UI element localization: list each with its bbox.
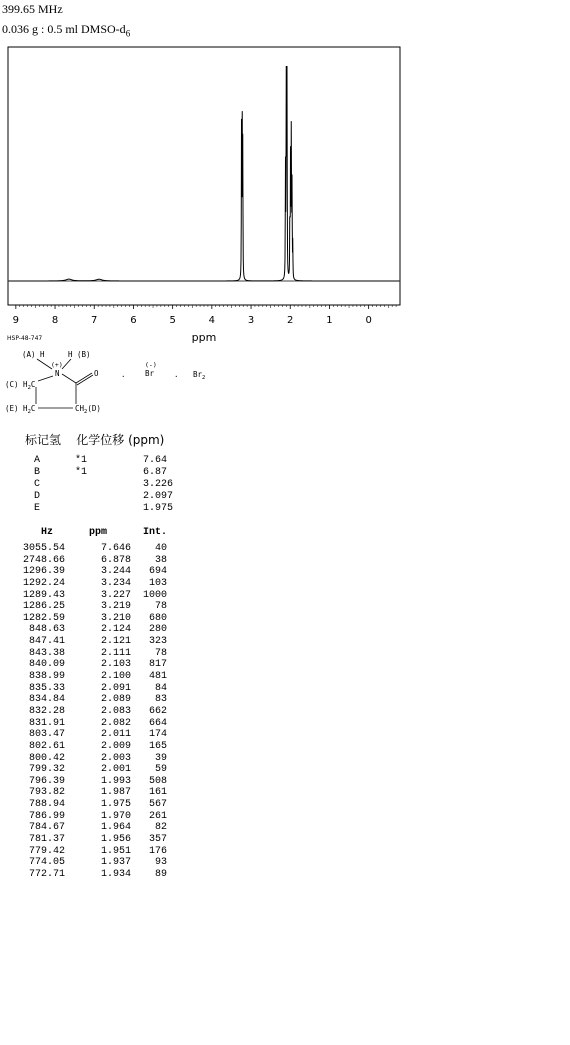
assignment-label: B	[34, 467, 41, 478]
peak-int: 508	[148, 775, 167, 787]
c-tail: C	[30, 380, 36, 389]
sample-text: 0.036 g : 0.5 ml DMSO-d	[2, 22, 126, 36]
peak-ppm: 1.964	[100, 822, 131, 834]
peak-int: 1000	[142, 589, 167, 601]
assignment-shift: 2.097	[143, 491, 174, 502]
peak-int: 481	[148, 671, 167, 683]
assignment-shift: 1.975	[143, 503, 174, 514]
peak-int: 84	[154, 682, 167, 694]
label-br2	[193, 370, 205, 381]
peak-ppm: 7.646	[100, 543, 131, 554]
peak-hz: 802.61	[28, 740, 65, 752]
x-tick-label: 9	[12, 315, 20, 326]
peak-int: 680	[148, 612, 167, 624]
label-hb: H (B)	[68, 350, 91, 359]
peak-ppm: 3.244	[100, 566, 131, 578]
nmr-spectrum	[0, 0, 570, 345]
peak-int: 357	[148, 834, 167, 846]
peak-int: 78	[154, 601, 167, 613]
label-dot2: .	[174, 370, 179, 379]
peak-hz: 838.99	[28, 671, 65, 683]
peak-ppm: 2.121	[100, 636, 131, 648]
x-tick-label: 0	[365, 315, 372, 326]
peak-int: 323	[148, 636, 167, 648]
peak-int: 89	[154, 868, 167, 880]
peak-int: 174	[148, 729, 167, 741]
peak-int: 817	[148, 659, 167, 671]
peak-int: 40	[154, 543, 167, 554]
x-tick-label: 8	[51, 315, 59, 326]
x-axis-tick-labels	[13, 315, 372, 326]
peak-ppm: 2.091	[100, 682, 131, 694]
peak-hz: 779.42	[28, 845, 65, 857]
structure-bonds	[36, 359, 93, 408]
peak-int: 38	[154, 554, 167, 566]
peak-hz: 786.99	[28, 810, 65, 822]
peak-hz: 832.28	[28, 705, 65, 717]
x-tick-label: 5	[169, 315, 176, 326]
header-hz: Hz	[41, 527, 54, 538]
peak-int: 103	[148, 577, 167, 589]
compound-code: HSP-48-747	[7, 335, 43, 342]
label-n: N	[55, 369, 60, 378]
assignment-row	[25, 479, 174, 491]
peak-int: 176	[148, 845, 167, 857]
peak-int: 93	[154, 857, 167, 869]
peak-hz: 843.38	[28, 647, 65, 659]
peak-hz: 1292.24	[22, 577, 65, 589]
header-int: Int.	[143, 527, 168, 538]
peak-int: 664	[148, 717, 167, 729]
assignment-row	[25, 503, 174, 515]
peak-int: 82	[154, 822, 167, 834]
peak-hz: 847.41	[28, 636, 65, 648]
peak-ppm: 1.970	[100, 810, 131, 822]
peak-hz: 1286.25	[22, 601, 65, 613]
label-o: O	[94, 369, 99, 378]
peak-hz: 834.84	[28, 694, 65, 706]
peak-ppm: 2.103	[100, 659, 131, 671]
peak-ppm: 2.001	[100, 764, 131, 776]
peak-hz: 3055.54	[22, 543, 65, 554]
x-tick-label: 1	[326, 315, 333, 326]
peak-int: 165	[148, 740, 167, 752]
label-d	[75, 404, 101, 415]
peak-hz: 800.42	[28, 752, 65, 764]
label-ha: (A) H	[22, 350, 45, 359]
peak-ppm: 1.956	[100, 834, 131, 846]
peak-ppm: 2.100	[100, 671, 131, 683]
e-tail: C	[30, 404, 36, 413]
peak-hz: 835.33	[28, 682, 65, 694]
assignment-note: *1	[75, 455, 88, 466]
peak-int: 78	[154, 647, 167, 659]
peak-ppm: 2.111	[100, 647, 131, 659]
peak-int: 280	[148, 624, 167, 636]
peak-ppm: 1.987	[100, 787, 131, 799]
peak-ppm: 2.082	[100, 717, 131, 729]
x-tick-label: 3	[247, 315, 255, 326]
peak-int: 567	[148, 799, 167, 811]
header-ppm: ppm	[89, 527, 108, 538]
br2-text: Br	[193, 370, 203, 379]
x-tick-label: 4	[208, 315, 216, 326]
br2-sub: 2	[202, 375, 206, 381]
peak-ppm: 1.934	[100, 868, 131, 880]
peak-hz: 799.32	[28, 764, 65, 776]
peak-int: 662	[148, 705, 167, 717]
peak-int: 261	[148, 810, 167, 822]
e-sub: 2	[27, 409, 31, 415]
assignment-shift: 7.64	[143, 455, 168, 466]
peak-hz: 784.67	[28, 822, 65, 834]
peak-ppm: 1.975	[100, 799, 131, 811]
peak-hz: 774.05	[28, 857, 65, 869]
d-sub: 2	[84, 409, 88, 415]
peak-ppm: 2.003	[100, 752, 131, 764]
assignment-label: C	[34, 479, 41, 490]
assignment-note: *1	[75, 467, 88, 478]
peak-int: 694	[148, 566, 167, 578]
assignment-label: E	[34, 503, 41, 514]
peak-int: 59	[154, 764, 167, 776]
peak-ppm: 2.011	[100, 729, 131, 741]
d-tail: (D)	[87, 404, 101, 413]
peak-ppm: 2.083	[100, 705, 131, 717]
peak-ppm: 6.878	[100, 554, 131, 566]
assignment-label: A	[34, 455, 41, 466]
assignment-shift: 6.87	[143, 467, 168, 478]
x-axis-ticks	[16, 305, 396, 309]
peak-hz: 848.63	[28, 624, 65, 636]
peak-hz: 793.82	[28, 787, 65, 799]
label-br: Br	[145, 369, 155, 378]
label-e	[5, 404, 35, 415]
peak-hz: 796.39	[28, 775, 65, 787]
x-axis-label: ppm	[191, 331, 217, 344]
peak-ppm: 3.210	[100, 612, 131, 624]
peak-hz: 1296.39	[22, 566, 65, 578]
peak-ppm: 2.089	[100, 694, 131, 706]
peak-ppm: 2.124	[100, 624, 131, 636]
label-br-minus: (-)	[145, 361, 157, 369]
spectrometer-frequency: 399.65 MHz	[2, 2, 63, 16]
peak-hz: 803.47	[28, 729, 65, 741]
peak-hz: 1282.59	[22, 612, 65, 624]
peak-int: 39	[154, 752, 167, 764]
peak-hz: 788.94	[28, 799, 65, 811]
assignment-label: D	[34, 491, 41, 502]
peak-ppm: 1.937	[100, 857, 131, 869]
peak-ppm: 2.009	[100, 740, 131, 752]
peak-ppm: 1.993	[100, 775, 131, 787]
assignment-row	[25, 455, 168, 467]
peak-hz: 831.91	[28, 717, 65, 729]
e-text: (E) H	[5, 404, 28, 413]
label-plus: (+)	[51, 361, 63, 369]
spectrum-trace	[9, 66, 399, 281]
peak-hz: 781.37	[28, 834, 65, 846]
label-dot1: .	[121, 370, 126, 379]
plot-frame	[8, 47, 400, 305]
chemical-structure	[0, 345, 260, 425]
peak-int: 83	[154, 694, 167, 706]
assignment-row	[25, 467, 168, 479]
assignment-rows	[25, 455, 174, 515]
x-tick-label: 7	[91, 315, 98, 326]
peak-ppm: 1.951	[100, 845, 131, 857]
c-sub: 2	[27, 385, 31, 391]
c-text: (C) H	[5, 380, 28, 389]
peak-hz: 2748.66	[22, 554, 65, 566]
x-tick-label: 6	[130, 315, 137, 326]
peak-ppm: 3.234	[100, 577, 131, 589]
x-tick-label: 2	[287, 315, 294, 326]
peak-ppm: 3.227	[100, 589, 131, 601]
assignment-title: 标记氢 化学位移 (ppm)	[25, 433, 165, 447]
assignment-shift: 3.226	[143, 479, 174, 490]
peak-int: 161	[148, 787, 167, 799]
assignment-table	[25, 431, 174, 515]
peak-hz: 1289.43	[22, 589, 65, 601]
peak-ppm: 3.219	[100, 601, 131, 613]
peak-hz: 772.71	[28, 868, 65, 880]
sample-subscript: 6	[125, 28, 131, 39]
peak-hz: 840.09	[28, 659, 65, 671]
label-c	[5, 380, 35, 391]
assignment-row	[25, 491, 174, 503]
d-text: CH	[75, 404, 85, 413]
